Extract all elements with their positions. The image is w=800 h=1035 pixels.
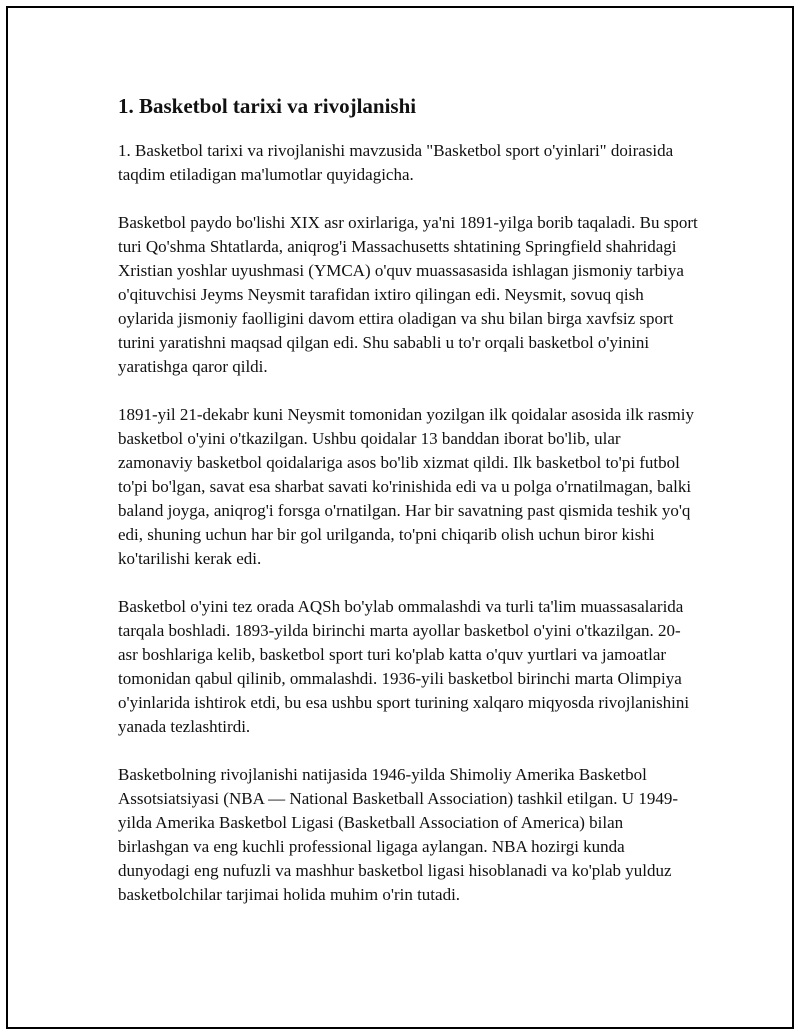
document-heading: 1. Basketbol tarixi va rivojlanishi	[118, 94, 417, 118]
paragraph-intro: 1. Basketbol tarixi va rivojlanishi mavzusida "Basketbol sport o'yinlari" doirasida taqdim etiladigan ma'lumotlar quyidagicha.	[118, 141, 674, 184]
paragraph-spread: Basketbol o'yini tez orada AQSh bo'ylab ommalashdi va turli ta'lim muassasalarida tarqala boshladi. 1893-yilda birinchi marta ayollar basketbol o'yini o'tkazilgan. 20-asr boshlariga kelib, basketbol sport turi ko'plab katta o'quv yurtlari va jamoatlar tomonidan qabul qilinib, ommalashdi. 1936-yili basketbol birinchi marta Olimpiya o'yinlarida ishtirok etdi, bu esa ushbu sport turining xalqaro miqyosda rivojlanishini yanada tezlashtirdi.	[118, 597, 690, 736]
document-body	[118, 92, 698, 931]
paragraph-nba: Basketbolning rivojlanishi natijasida 1946-yilda Shimoliy Amerika Basketbol Assotsiatsiyasi (NBA — National Basketball Association) tashkil etilgan. U 1949-yilda Amerika Basketbol Ligasi (Basketball Association of America) bilan birlashgan va eng kuchli professional ligaga aylangan. NBA hozirgi kunda dunyodagi eng nufuzli va mashhur basketbol ligasi hisoblanadi va ko'plab yulduz basketbolchilar tarjimai holida muhim o'rin tutadi.	[118, 765, 678, 904]
paragraph-first-game: 1891-yil 21-dekabr kuni Neysmit tomonidan yozilgan ilk qoidalar asosida ilk rasmiy basketbol o'yini o'tkazilgan. Ushbu qoidalar 13 banddan iborat bo'lib, ular zamonaviy basketbol qoidalariga asos bo'lib xizmat qildi. Ilk basketbol to'pi futbol to'pi bo'lgan, savat esa sharbat savati ko'rinishida edi va u polga o'rnatilmagan, balki baland joyga, aniqrog'i forsga o'rnatilgan. Har bir savatning past qismida teshik yo'q edi, shuning uchun har bir gol urilganda, to'pni chiqarib olish uchun biror kishi ko'tarilishi kerak edi.	[118, 405, 695, 568]
paragraph-origin: Basketbol paydo bo'lishi XIX asr oxirlariga, ya'ni 1891-yilga borib taqaladi. Bu sport turi Qo'shma Shtatlarda, aniqrog'i Massachusetts shtatining Springfield shahridagi Xristian yoshlar uyushmasi (YMCA) o'quv muassasasida ishlagan jismoniy tarbiya o'qituvchisi Jeyms Neysmit tarafidan ixtiro qilingan edi. Neysmit, sovuq qish oylarida jismoniy faolligini davom ettira oladigan va shu bilan birga xavfsiz sport turini yaratishni maqsad qilgan edi. Shu sababli u to'r orqali basketbol o'yinini yaratishga qaror qildi.	[118, 213, 698, 376]
